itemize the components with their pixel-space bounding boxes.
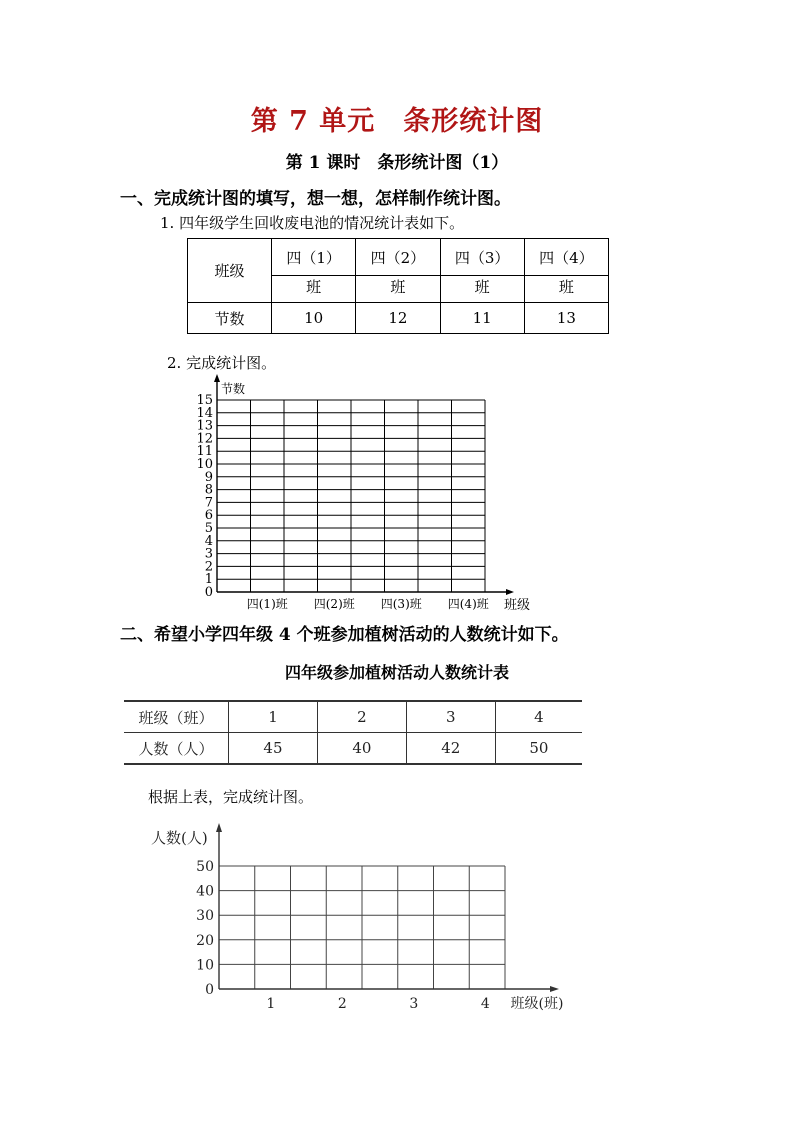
y-tick-label: 15: [196, 393, 213, 408]
table-cell-value-1: 10: [272, 303, 356, 334]
table2-cell-class-3: 3: [406, 701, 495, 733]
x-tick-label: 1: [266, 996, 276, 1012]
y-tick-label: 12: [196, 431, 213, 447]
table2-cell-class-4: 4: [495, 701, 582, 733]
page-title: 第 7 单元 条形统计图: [250, 106, 544, 137]
y-tick-label: 20: [196, 932, 214, 949]
table2-cell-class-2: 2: [317, 701, 406, 733]
section-1-heading: 一、完成统计图的填写，想一想，怎样制作统计图。: [120, 189, 511, 209]
y-axis-label: 节数: [221, 382, 246, 396]
item-1-text: 1. 四年级学生回收废电池的情况统计表如下。: [160, 214, 465, 232]
x-tick-label: 4: [480, 996, 490, 1012]
instruction-text: 根据上表，完成统计图。: [148, 788, 314, 806]
table-header-class: 班级: [188, 239, 272, 303]
table-2-title: 四年级参加植树活动人数统计表: [284, 663, 509, 682]
y-tick-label: 4: [204, 533, 213, 549]
y-tick-label: 50: [196, 859, 214, 875]
x-axis-label: 班级(班): [510, 996, 564, 1012]
y-tick-label: 10: [196, 457, 213, 472]
y-tick-label: 3: [204, 546, 213, 562]
table2-header-count: 人数（人）: [124, 733, 229, 765]
y-tick-label: 8: [204, 482, 213, 498]
y-tick-label: 13: [196, 418, 213, 434]
table-cell-value-3: 11: [440, 303, 524, 334]
section-2-heading: 二、希望小学四年级 4 个班参加植树活动的人数统计如下。: [120, 625, 569, 645]
table2-cell-value-3: 42: [406, 733, 495, 765]
x-axis-arrow: [550, 986, 559, 992]
y-tick-label: 5: [204, 521, 213, 536]
table-header-count: 节数: [188, 303, 272, 334]
x-tick-label: 2: [337, 996, 347, 1012]
y-tick-label: 2: [204, 559, 213, 575]
table-cell-class-3b: 班: [440, 276, 524, 303]
y-axis-arrow: [216, 823, 222, 832]
table2-cell-value-4: 50: [495, 733, 582, 765]
table-cell-value-4: 13: [524, 303, 608, 334]
y-tick-label: 40: [196, 883, 214, 900]
y-axis-label: 人数(人): [151, 829, 208, 847]
y-tick-label: 0: [204, 585, 213, 600]
table-cell-value-2: 12: [356, 303, 440, 334]
x-tick-label: 四(2)班: [313, 597, 355, 611]
table-cell-class-2b: 班: [356, 276, 440, 303]
table2-cell-value-1: 45: [229, 733, 318, 765]
y-tick-label: 6: [204, 508, 213, 524]
table-cell-class-1b: 班: [272, 276, 356, 303]
y-tick-label: 30: [196, 908, 214, 925]
y-tick-label: 14: [196, 405, 213, 421]
x-tick-label: 四(3)班: [380, 597, 422, 611]
table-cell-class-1a: 四（1）: [272, 239, 356, 276]
lesson-subtitle: 第 1 课时 条形统计图（1）: [285, 153, 509, 173]
y-tick-label: 0: [205, 982, 214, 998]
y-tick-label: 10: [196, 957, 214, 974]
x-tick-label: 3: [409, 996, 419, 1012]
x-tick-label: 四(4)班: [447, 597, 489, 611]
y-tick-label: 9: [204, 469, 213, 485]
y-tick-label: 1: [204, 572, 213, 588]
table2-header-class: 班级（班）: [124, 701, 229, 733]
x-axis-label: 班级: [503, 598, 531, 613]
table-cell-class-4b: 班: [524, 276, 608, 303]
table2-cell-class-1: 1: [229, 701, 318, 733]
y-tick-label: 11: [196, 444, 213, 460]
item-2-text: 2. 完成统计图。: [167, 354, 277, 372]
x-tick-label: 四(1)班: [246, 597, 288, 611]
table-cell-class-3a: 四（3）: [440, 239, 524, 276]
table-cell-class-4a: 四（4）: [524, 239, 608, 276]
table-cell-class-2a: 四（2）: [356, 239, 440, 276]
table2-cell-value-2: 40: [317, 733, 406, 765]
y-tick-label: 7: [204, 495, 213, 511]
